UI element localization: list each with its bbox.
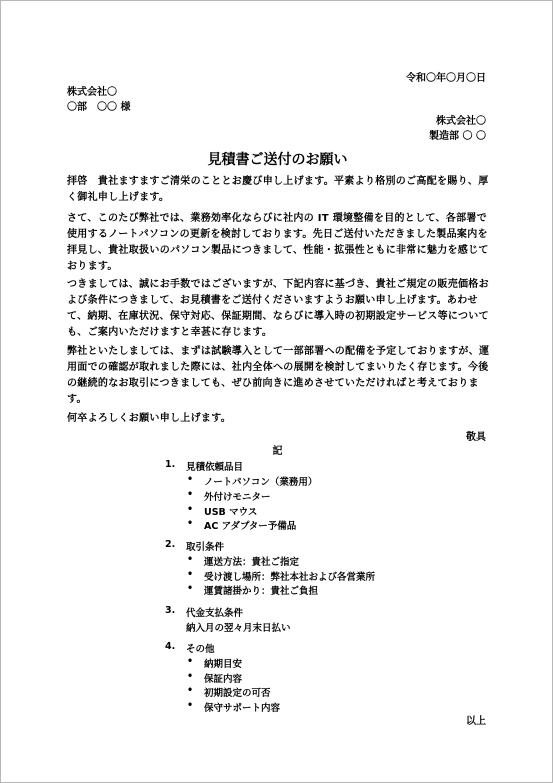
section-number: 2.	[165, 539, 176, 550]
section-number: 1.	[165, 459, 176, 470]
bullet-mark: •	[187, 685, 194, 696]
paragraph-request: つきましては、誠にお手数ではございますが、下記内容に基づき、貴社ご規定の販売価格および条件につきまして、お見積書をご送付くださいますようお願い申し上げます。あわせて、納期、在庫状況、保守対応、保証期間、ならびに導入時の初期設定サービス等についても、ご案内いただけますと幸甚に存じます。	[67, 279, 489, 338]
date: 令和〇年〇月〇日	[406, 73, 486, 84]
ijou: 以上	[466, 716, 486, 727]
sender-company: 株式会社〇	[436, 116, 486, 127]
list-item: USB マウス	[204, 507, 258, 518]
list-item: 保守サポート内容	[204, 703, 281, 714]
list-item: ノートパソコン（業務用）	[204, 477, 318, 488]
bullet-mark: •	[187, 504, 194, 515]
list-item: 保証内容	[204, 674, 243, 685]
paragraph-closing: 何卒よろしくお願い申し上げます。	[67, 413, 231, 424]
keigu: 敬具	[466, 432, 486, 443]
bullet-mark: •	[187, 489, 194, 500]
bullet-mark: •	[187, 671, 194, 682]
section-number: 4.	[165, 641, 176, 652]
bullet-mark: •	[187, 554, 194, 565]
list-item: 納期目安	[204, 659, 243, 670]
sender-dept: 製造部 〇 〇	[429, 131, 486, 142]
section-title: 見積依頼品目	[186, 462, 244, 473]
bullet-mark: •	[187, 700, 194, 711]
list-item: AC アダプター予備品	[204, 521, 297, 532]
paragraph-plan: 弊社といたしましては、まずは試験導入として一部部署への配備を予定しておりますが、運用面での確認が取れました際には、社内全体への展開を検討してまいりたく存じます。今後の継続的なお取引につきましても、ぜひ前向きに進めさせていただければと考えております。	[67, 346, 490, 405]
recipient-company: 株式会社〇	[67, 87, 117, 98]
section-title: 取引条件	[186, 542, 225, 553]
bullet-mark: •	[187, 474, 194, 485]
paragraph-background: さて、このたび弊社では、業務効率化ならびに社内の IT 環境整備を目的として、各部署で使用するノートパソコンの更新を検討しております。先日ご送付いただきました製品案内を拝見し、貴社取扱いのパソコン製品につきまして、性能・拡張性ともに非常に魅力を感じております。	[67, 213, 489, 272]
paragraph-greeting: 拝啓 貴社ますますご清栄のこととお慶び申し上げます。平素より格別のご高配を賜り、厚く御礼申し上げます。	[67, 176, 489, 203]
section-title: 代金支払条件	[186, 608, 244, 619]
bullet-mark: •	[187, 656, 194, 667]
ki-heading: 記	[272, 446, 283, 457]
list-item: 外付けモニター	[204, 492, 271, 503]
section-title: その他	[186, 644, 215, 655]
payment-terms: 納入月の翌々月末日払い	[186, 623, 291, 634]
bullet-mark: •	[187, 569, 194, 580]
bullet-mark: •	[187, 583, 194, 594]
document-title: 見積書ご送付のお願い	[207, 152, 348, 168]
list-item: 運送方法：貴社ご指定	[204, 557, 300, 568]
list-item: 初期設定の可否	[204, 688, 271, 699]
list-item: 受け渡し場所：弊社本社および各営業所	[204, 572, 376, 583]
list-item: 運賃諸掛かり：貴社ご負担	[204, 586, 319, 597]
bullet-mark: •	[187, 518, 194, 529]
recipient-person: 〇部 〇〇 様	[67, 102, 131, 113]
section-number: 3.	[165, 605, 176, 616]
